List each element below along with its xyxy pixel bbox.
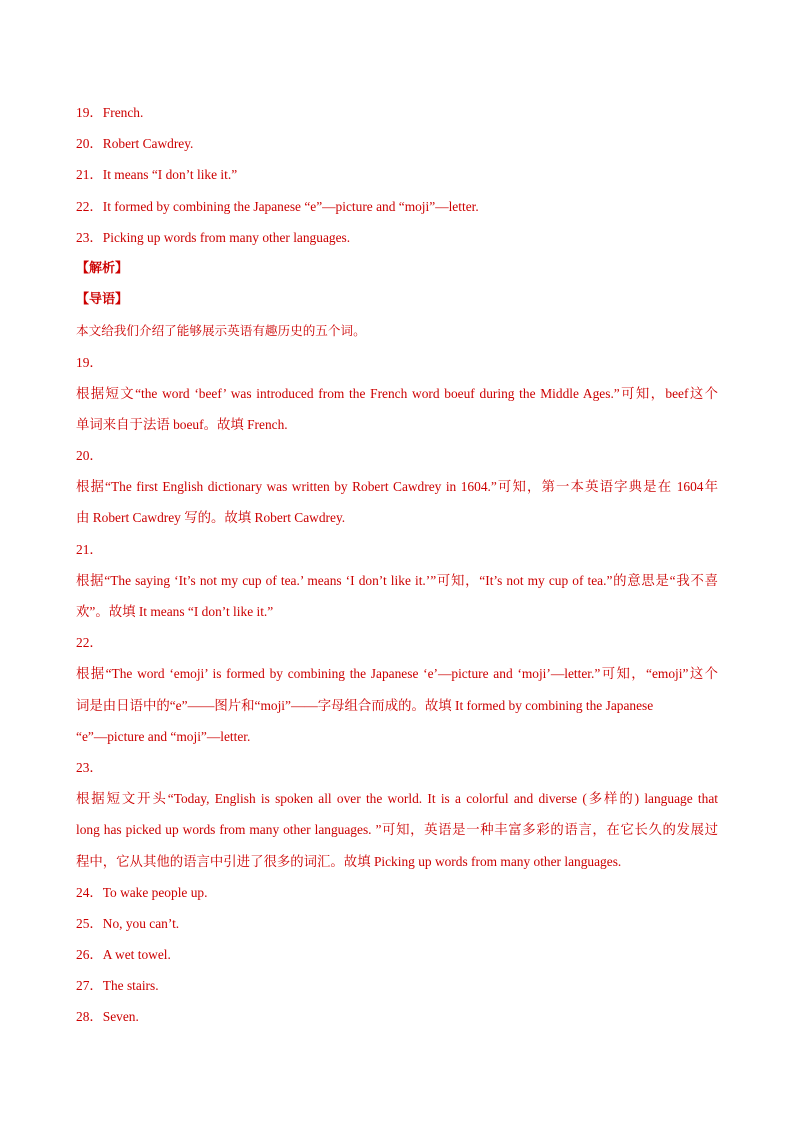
answer-22: 22．It formed by combining the Japanese “e”—picture and “moji”—letter. <box>76 198 479 214</box>
explanation-19-line-2: 单词来自于法语 boeuf。故填 French. <box>76 416 288 432</box>
explanation-21-line-2: 欢”。故填 It means “I don’t like it.” <box>76 604 274 619</box>
explanation-22-number: 22． <box>76 635 103 651</box>
answer-21: 21．It means “I don’t like it.” <box>76 167 238 183</box>
explanation-23-line-1: 根据短文开头“Today, English is spoken all over the world. It is a colorful and diverse (多样的) language that <box>76 791 718 807</box>
explanation-19-number: 19． <box>76 354 103 370</box>
answer-27: 27．The stairs. <box>76 978 159 994</box>
explanation-23-number: 23． <box>76 759 103 775</box>
explanation-21-line-1: 根据“The saying ‘It’s not my cup of tea.’ means ‘I don’t like it.’”可知，“It’s not my cup of tea.”的意思是“我不喜 <box>76 572 718 588</box>
answer-28: 28．Seven. <box>76 1009 139 1025</box>
explanation-21-number: 21． <box>76 541 103 557</box>
answer-23: 23．Picking up words from many other languages. <box>76 229 351 245</box>
guide-text: 本文给我们介绍了能够展示英语有趣历史的五个词。 <box>76 323 366 339</box>
explanation-20-line-2: 由 Robert Cawdrey 写的。故填 Robert Cawdrey. <box>76 510 346 526</box>
answer-26: 26．A wet towel. <box>76 947 171 963</box>
explanation-23-line-2: long has picked up words from many other languages. ”可知，英语是一种丰富多彩的语言，在它长久的发展过 <box>76 822 718 838</box>
explanation-22-line-3: “e”—picture and “moji”—letter. <box>76 728 251 744</box>
explanation-23-line-3: 程中，它从其他的语言中引进了很多的词汇。故填 Picking up words from many other languages. <box>76 853 622 869</box>
explanation-20-number: 20． <box>76 448 103 464</box>
explanation-20-line-1: 根据“The first English dictionary was written by Robert Cawdrey in 1604.”可知，第一本英语字典是在 1604年 <box>76 479 718 495</box>
answer-19: 19．French. <box>76 105 144 120</box>
explanation-22-line-1: 根据“The word ‘emoji’ is formed by combining the Japanese ‘e’—picture and ‘moji’—letter.”可知，“emoji”这个 <box>76 666 718 682</box>
explanation-19-line-1: 根据短文“the word ‘beef’ was introduced from the French word boeuf during the Middle Ages.”可知，beef这个 <box>76 385 718 401</box>
answer-content <box>76 97 718 1033</box>
answer-25: 25．No, you can’t. <box>76 915 180 931</box>
answer-24: 24．To wake people up. <box>76 884 208 900</box>
explanation-22-line-2: 词是由日语中的“e”——图片和“moji”——字母组合而成的。故填 It formed by combining the Japanese <box>76 697 654 713</box>
answer-20: 20．Robert Cawdrey. <box>76 136 194 152</box>
analysis-heading: 【解析】 <box>76 260 129 276</box>
guide-heading: 【导语】 <box>76 292 129 308</box>
